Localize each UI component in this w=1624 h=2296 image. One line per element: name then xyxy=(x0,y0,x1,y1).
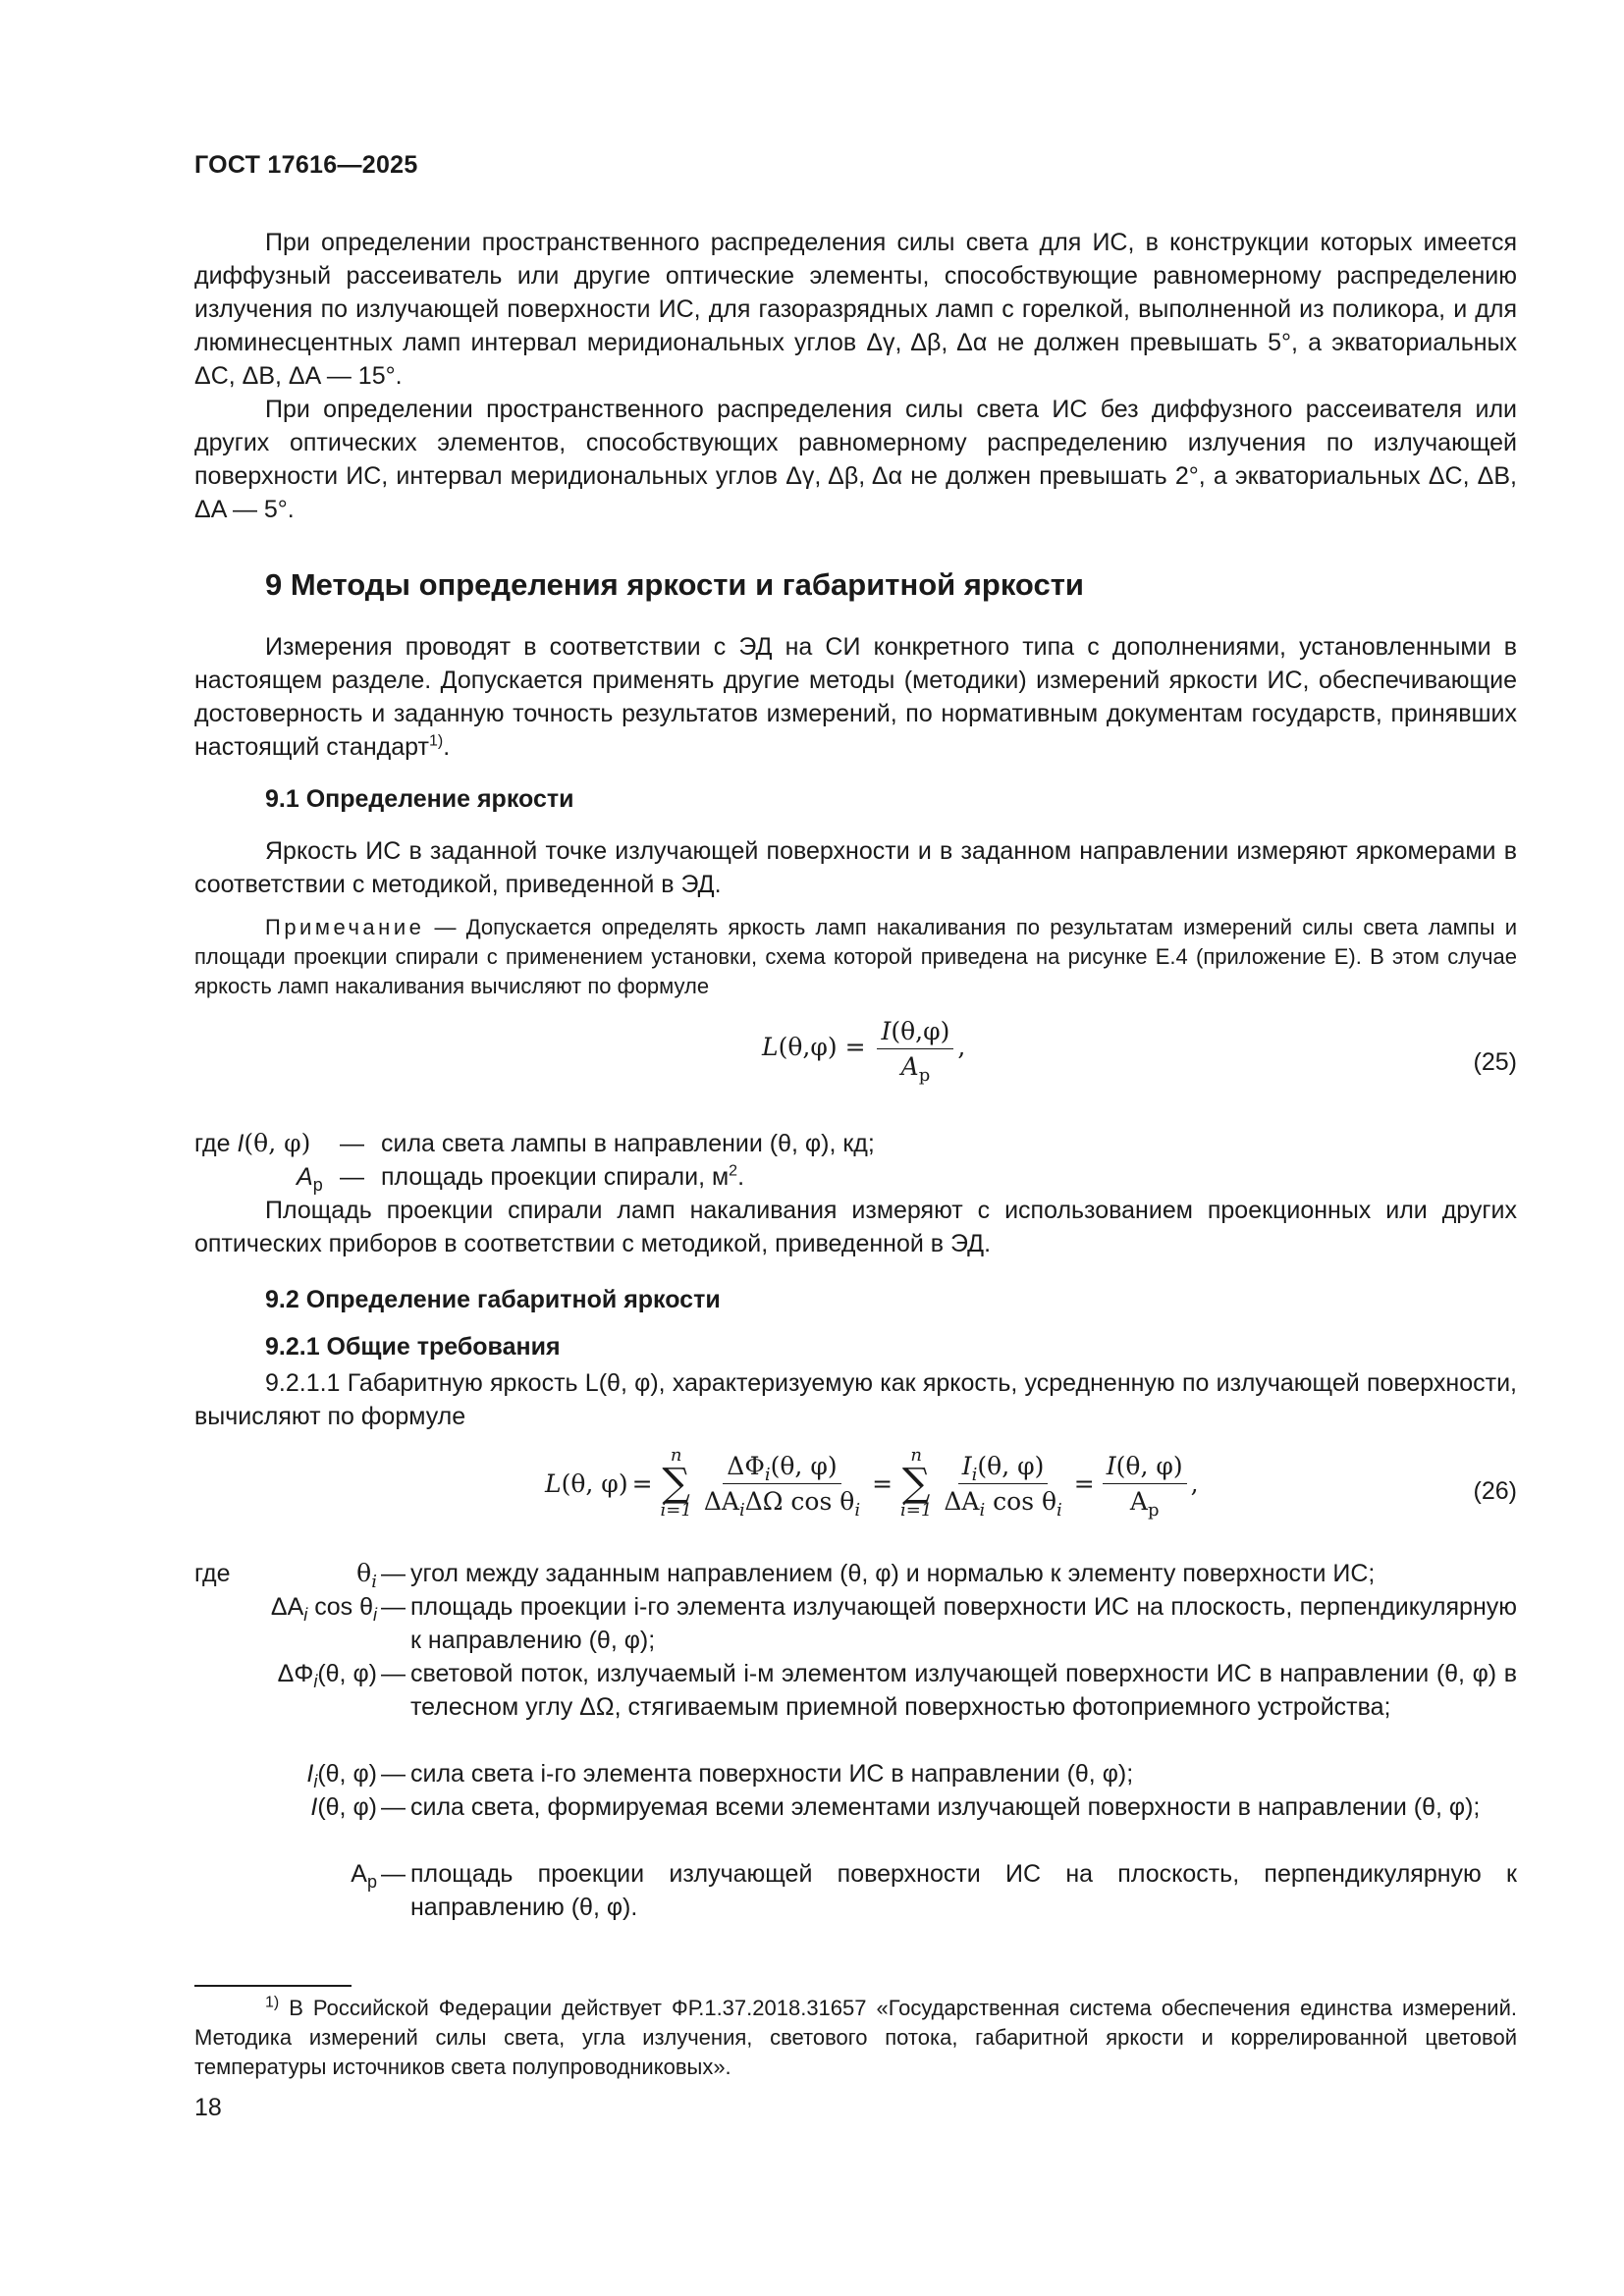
formula-26-f2-num-sub: i xyxy=(971,1464,978,1485)
formula-26-eq-1: = xyxy=(631,1468,653,1498)
legend-26-term-6-text: A xyxy=(351,1860,367,1888)
legend-26-dash-4: — xyxy=(381,1760,406,1788)
legend-26-prefix: где xyxy=(194,1560,231,1587)
formula-26-f2-num-args: (θ, φ) xyxy=(977,1451,1045,1480)
formula-26-f1-den-rest: ΔΩ cos θ xyxy=(744,1486,855,1516)
legend-26-term-3 xyxy=(278,1657,377,1690)
legend-26-term-1-sub: i xyxy=(371,1572,377,1592)
formula-26-f1-num-args: (θ, φ) xyxy=(770,1451,838,1480)
legend-25-desc-2-sup: 2 xyxy=(729,1162,738,1180)
formula-26-f1-den-sub: i xyxy=(738,1499,745,1521)
section-9-1-heading: 9.1 Определение яркости xyxy=(265,785,574,813)
legend-25-desc-2-text: площадь проекции спирали, м xyxy=(381,1163,730,1191)
intro-block xyxy=(194,226,1517,526)
formula-26-f3-den-text: A xyxy=(1129,1486,1148,1516)
section-9-1-paragraph: Яркость ИС в заданной точке излучающей поверхности и в заданном направлении измеряют яркомерами в соответствии с методикой, приведенной в ЭД. xyxy=(194,837,1517,898)
formula-26 xyxy=(545,1447,1199,1520)
section-9-1-closing-block xyxy=(194,1194,1517,1260)
formula-26-sum-2 xyxy=(900,1447,932,1520)
formula-25-fraction xyxy=(877,1017,953,1086)
formula-25-numerator xyxy=(877,1017,953,1049)
legend-25-args: (θ, φ) xyxy=(244,1129,311,1157)
note-paragraph xyxy=(194,913,1517,1001)
intro-paragraph-1: При определении пространственного распределения силы света для ИС, в конструкции которых имеется диффузный рассеиватель или другие оптические элементы, способствующие равномерному распределению излучения по излучающей поверхности ИС, для газоразрядных ламп с горелкой, выполненной из поликора, и для люминесцентных ламп интервал меридиональных углов Δγ, Δβ, Δα не должен превышать 5°, а экваториальных ΔC, ΔB, ΔA — 15°. xyxy=(194,229,1517,390)
formula-25-args: (θ,φ) xyxy=(778,1033,838,1061)
formula-26-fraction-1 xyxy=(700,1451,864,1521)
legend-26-desc-4: сила света i-го элемента поверхности ИС в направлении (θ, φ); xyxy=(410,1760,1134,1788)
legend-26-term-5 xyxy=(310,1790,377,1824)
legend-26-term-2-sub2: i xyxy=(373,1605,377,1625)
legend-25-desc-2 xyxy=(381,1160,744,1194)
formula-26-f2-den-text: ΔA xyxy=(944,1486,980,1516)
formula-26-f1-den-sub2: i xyxy=(854,1499,861,1521)
formula-26-eq-2: = xyxy=(872,1468,893,1498)
formula-26-f1-num-text: ΔΦ xyxy=(727,1451,765,1480)
legend-26-term-4-text: I xyxy=(306,1760,314,1788)
legend-26-term-2 xyxy=(271,1590,377,1624)
legend-26-term-6 xyxy=(351,1857,377,1891)
footnote-mark: 1) xyxy=(265,1994,280,2011)
section-9-2-1-1-paragraph: 9.2.1.1 Габаритную яркость L(θ, φ), характеризуемую как яркость, усредненную по излучающей поверхности, вычисляют по формуле xyxy=(194,1369,1517,1430)
formula-26-f2-den-sub: i xyxy=(979,1499,986,1521)
note-label: Примечание xyxy=(265,915,425,939)
formula-26-f2-num xyxy=(958,1452,1049,1484)
formula-25-lhs: L xyxy=(762,1033,779,1061)
formula-26-f2-den-rest: cos θ xyxy=(985,1486,1057,1516)
legend-25-desc: сила света лампы в направлении (θ, φ), кд; xyxy=(381,1130,875,1157)
legend-25-var-2: A xyxy=(297,1163,313,1191)
legend-26-desc-3: световой поток, излучаемый i-м элементом излучающей поверхности ИС в направлении (θ, φ) в телесном углу ΔΩ, стягиваемым приемной поверхностью фотоприемного устройства; xyxy=(410,1660,1517,1721)
formula-26-eq-3: = xyxy=(1073,1468,1095,1498)
section-9-text-end: . xyxy=(443,733,451,761)
formula-26-f2-den-sub2: i xyxy=(1056,1499,1062,1521)
legend-26-dash-6: — xyxy=(381,1860,406,1888)
legend-26-term-4 xyxy=(306,1757,377,1790)
section-9-1-paragraph-block xyxy=(194,834,1517,901)
legend-26-term-5-text: I xyxy=(310,1793,318,1821)
formula-25-den-var: A xyxy=(900,1052,919,1081)
footnote-ref: 1) xyxy=(428,732,444,750)
formula-25-number: (25) xyxy=(1473,1048,1517,1076)
legend-26-desc-2: площадь проекции i-го элемента излучающей поверхности ИС на плоскость, перпендикулярную к направлению (θ, φ); xyxy=(410,1593,1517,1654)
formula-25-eq: = xyxy=(844,1033,866,1061)
formula-25-den-sub: p xyxy=(918,1065,931,1086)
legend-25-prefix: где xyxy=(194,1130,238,1157)
legend-25-var: I xyxy=(237,1130,244,1157)
legend-25-desc-2-end: . xyxy=(737,1163,745,1191)
formula-26-sum-1-symbol: ∑ xyxy=(662,1461,690,1506)
formula-26-sum-2-top: n xyxy=(910,1445,922,1466)
footnote-text: В Российской Федерации действует ФР.1.37.2018.31657 «Государственная система обеспечения единства измерений. Методика измерений силы света, угла излучения, светового потока, габаритной яркости и коррелированной цветовой температуры источников света полупроводниковых». xyxy=(194,1996,1517,2079)
note-text: — Допускается определять яркость ламп накаливания по результатам измерений силы света лампы и площади проекции спирали с применением установки, схема которой приведена на рисунке Е.4 (приложение Е). В этом случае яркость ламп накаливания вычисляют по формуле xyxy=(194,915,1517,998)
footnote-paragraph xyxy=(194,1994,1517,2082)
legend-26-term-2-text: ΔA xyxy=(270,1593,304,1621)
legend-25-dash: — xyxy=(340,1130,364,1157)
formula-26-args: (θ, φ) xyxy=(561,1468,628,1498)
formula-26-sum-1-top: n xyxy=(670,1445,682,1466)
formula-26-sum-1 xyxy=(661,1447,692,1520)
legend-26-term-2-end: cos θ xyxy=(307,1593,373,1621)
section-9-1-closing-paragraph: Площадь проекции спирали ламп накаливания измеряют с использованием проекционных или других оптических приборов в соответствии с методикой, приведенной в ЭД. xyxy=(194,1197,1517,1257)
legend-26-term-4-sub: i xyxy=(313,1772,318,1791)
formula-26-lhs: L xyxy=(545,1468,562,1498)
footnote-block xyxy=(194,1994,1517,2082)
section-9-2-1-heading: 9.2.1 Общие требования xyxy=(265,1333,561,1361)
formula-26-f3-den xyxy=(1126,1484,1164,1521)
legend-26-dash-5: — xyxy=(381,1793,406,1821)
legend-25-row-1 xyxy=(194,1127,1517,1160)
legend-26-desc-1: угол между заданным направлением (θ, φ) и нормалью к элементу поверхности ИС; xyxy=(410,1560,1376,1587)
formula-26-sum-1-bottom: i=1 xyxy=(660,1500,692,1521)
legend-26-term-6-sub: p xyxy=(366,1872,377,1892)
legend-25-term-2 xyxy=(297,1160,323,1194)
section-9-text: Измерения проводят в соответствии с ЭД на СИ конкретного типа с дополнениями, установленными в настоящем разделе. Допускается применять другие методы (методики) измерений яркости ИС, обеспечивающие достоверность и заданную точность результатов измерений, по нормативным документам государств, принявших настоящий стандарт xyxy=(194,633,1517,761)
formula-25-num-args: (θ,φ) xyxy=(891,1017,950,1045)
formula-26-f3-num xyxy=(1103,1452,1187,1484)
legend-26-dash-1: — xyxy=(381,1560,406,1587)
formula-26-tail: , xyxy=(1190,1468,1199,1498)
formula-26-sum-2-symbol: ∑ xyxy=(901,1461,931,1506)
legend-26-term-3-text: ΔΦ xyxy=(277,1660,314,1687)
legend-26-desc-6: площадь проекции излучающей поверхности ИС на плоскость, перпендикулярную к направлению (θ, φ). xyxy=(410,1860,1517,1921)
formula-26-f1-num-sub: i xyxy=(764,1464,771,1485)
legend-26-term-1-text: θ xyxy=(356,1559,372,1587)
formula-26-fraction-3 xyxy=(1103,1451,1187,1521)
formula-26-f2-den xyxy=(940,1484,1065,1521)
section-9-intro xyxy=(194,630,1517,764)
page-number: 18 xyxy=(194,2094,222,2121)
legend-26-term-5-end: (θ, φ) xyxy=(317,1793,377,1821)
formula-26-f1-num xyxy=(723,1452,840,1484)
formula-26-f1-den xyxy=(700,1484,864,1521)
document-code-header: ГОСТ 17616—2025 xyxy=(194,151,418,179)
formula-25 xyxy=(762,1017,966,1086)
formula-25-tail: , xyxy=(957,1033,966,1061)
legend-26-term-3-end: (θ, φ) xyxy=(317,1660,377,1687)
legend-26-term-3-sub: i xyxy=(313,1672,318,1691)
formula-26-sum-2-bottom: i=1 xyxy=(900,1500,933,1521)
legend-25-sub-2: p xyxy=(312,1175,323,1195)
formula-25-denominator xyxy=(897,1049,935,1086)
formula-26-number: (26) xyxy=(1473,1477,1517,1505)
formula-26-f1-den-text: ΔA xyxy=(703,1486,739,1516)
legend-25-dash-2: — xyxy=(340,1163,364,1191)
section-9-2-1-1-block xyxy=(194,1366,1517,1433)
section-9-paragraph xyxy=(194,630,1517,764)
formula-26-fraction-2 xyxy=(940,1451,1065,1521)
legend-26-term-4-end: (θ, φ) xyxy=(317,1760,377,1788)
formula-26-f2-num-text: I xyxy=(961,1451,972,1480)
note-block xyxy=(194,913,1517,1001)
section-9-2-heading: 9.2 Определение габаритной яркости xyxy=(265,1286,721,1313)
legend-26-term-1 xyxy=(356,1557,377,1590)
formula-26-f3-num-args: (θ, φ) xyxy=(1115,1451,1183,1480)
legend-26-dash-3: — xyxy=(381,1660,406,1687)
legend-26-dash-2: — xyxy=(381,1593,406,1621)
section-9-heading: 9 Методы определения яркости и габаритной яркости xyxy=(265,567,1084,602)
formula-25-num-var: I xyxy=(881,1017,892,1045)
formula-26-f3-den-sub: p xyxy=(1147,1499,1160,1521)
legend-26-term-2-sub: i xyxy=(303,1605,308,1625)
legend-26-desc-5: сила света, формируемая всеми элементами излучающей поверхности в направлении (θ, φ); xyxy=(410,1793,1481,1821)
formula-26-f3-num-text: I xyxy=(1106,1451,1116,1480)
footnote-divider xyxy=(194,1985,352,1987)
intro-paragraph-2: При определении пространственного распределения силы света ИС без диффузного рассеивателя или других оптических элементов, способствующих равномерному распределению излучения по излучающей поверхности ИС, интервал меридиональных углов Δγ, Δβ, Δα не должен превышать 2°, а экваториальных ΔC, ΔB, ΔA — 5°. xyxy=(194,396,1517,523)
